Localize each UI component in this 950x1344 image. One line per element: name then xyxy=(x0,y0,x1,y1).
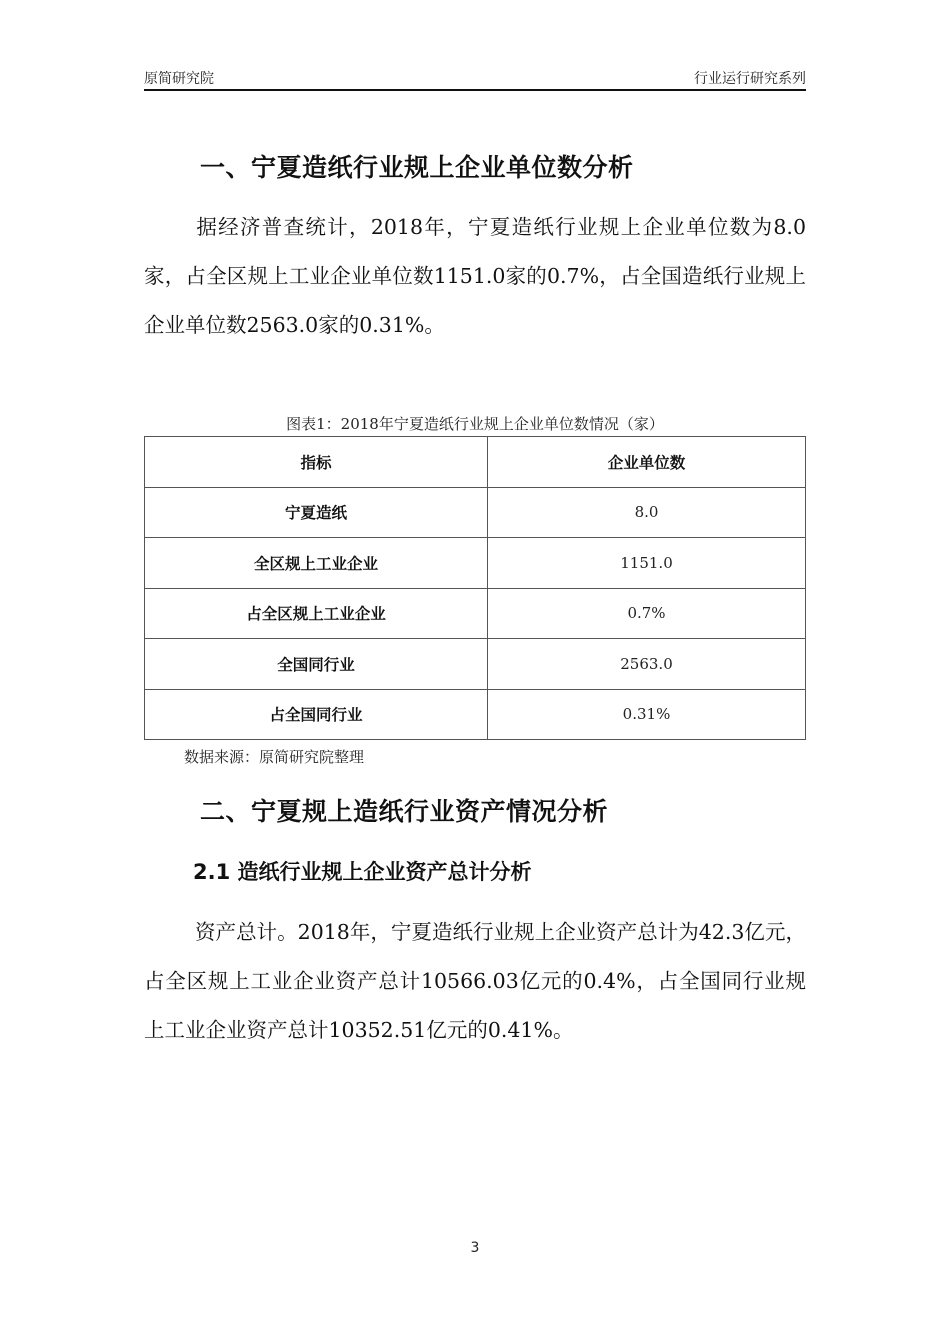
table-row xyxy=(145,689,806,740)
subsection-2-1-paragraph xyxy=(144,908,806,1055)
section-1-heading: 一、宁夏造纸行业规上企业单位数分析 xyxy=(200,153,634,182)
row-label: 占全国同行业 xyxy=(145,689,488,740)
section-2-heading: 二、宁夏规上造纸行业资产情况分析 xyxy=(200,797,609,826)
row-label: 全国同行业 xyxy=(145,639,488,690)
section-1-paragraph xyxy=(144,203,806,350)
row-value: 0.31% xyxy=(488,689,806,740)
row-value: 8.0 xyxy=(488,487,806,538)
section-1-paragraph-text: 据经济普查统计，2018年，宁夏造纸行业规上企业单位数为8.0家，占全区规上工业企业单位数1151.0家的0.7%，占全国造纸行业规上企业单位数2563.0家的0.31%。 xyxy=(144,215,806,337)
header-series-name: 行业运行研究系列 xyxy=(694,71,806,87)
table-row xyxy=(145,538,806,589)
subsection-2-1-heading: 2.1 造纸行业规上企业资产总计分析 xyxy=(193,860,532,884)
subsection-2-1-paragraph-text: 资产总计。2018年，宁夏造纸行业规上企业资产总计为42.3亿元，占全区规上工业企业资产总计10566.03亿元的0.4%，占全国同行业规上工业企业资产总计10352.51亿元的0.41%。 xyxy=(144,920,806,1042)
column-header-unit-count: 企业单位数 xyxy=(488,437,806,488)
row-label: 全区规上工业企业 xyxy=(145,538,488,589)
table-1-source-note: 数据来源：原简研究院整理 xyxy=(184,748,365,766)
row-value: 1151.0 xyxy=(488,538,806,589)
row-value: 2563.0 xyxy=(488,639,806,690)
table-row xyxy=(145,639,806,690)
row-value: 0.7% xyxy=(488,588,806,639)
page-header xyxy=(144,68,806,88)
column-header-indicator: 指标 xyxy=(145,437,488,488)
page-number: 3 xyxy=(470,1240,480,1256)
table-1 xyxy=(144,436,806,740)
table-header-row xyxy=(145,437,806,488)
row-label: 宁夏造纸 xyxy=(145,487,488,538)
table-row xyxy=(145,487,806,538)
table-row xyxy=(145,588,806,639)
header-divider xyxy=(144,89,806,91)
row-label: 占全区规上工业企业 xyxy=(145,588,488,639)
header-org-name: 原简研究院 xyxy=(144,71,214,87)
table-1-caption: 图表1：2018年宁夏造纸行业规上企业单位数情况（家） xyxy=(286,415,664,433)
